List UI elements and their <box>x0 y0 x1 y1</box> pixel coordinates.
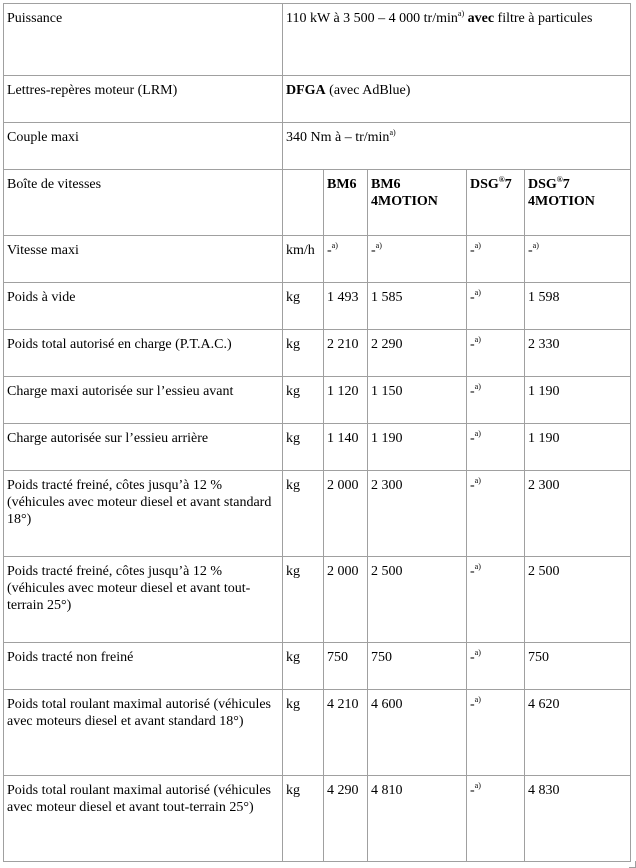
row-unit: kg <box>283 471 324 557</box>
row-label: Poids total roulant maximal autorisé (véhicules avec moteur diesel et avant tout-terrain 25°) <box>4 776 283 862</box>
couple-value: 340 Nm à – $tr/\min^{a)}$ <box>283 123 631 170</box>
value-bm6-4motion: 4 600 <box>368 690 467 776</box>
value-dsg7: -$^{a)}$ <box>467 690 525 776</box>
row-label: Charge autorisée sur l’essieu arrière <box>4 424 283 471</box>
couple-label: Couple maxi <box>4 123 283 170</box>
value-dsg7: -$^{a)}$ <box>467 283 525 330</box>
value-dsg7: -$^{a)}$ <box>467 424 525 471</box>
spec-row <box>4 236 631 283</box>
value-bm6: 1 493 <box>324 283 368 330</box>
spec-table <box>3 3 631 862</box>
spec-row <box>4 557 631 643</box>
value-dsg7: -$^{a)}$ <box>467 330 525 377</box>
value-bm6: 750 <box>324 643 368 690</box>
row-label: Poids total roulant maximal autorisé (véhicules avec moteurs diesel et avant standard 18°) <box>4 690 283 776</box>
row-label: Poids tracté freiné, côtes jusqu’à 12 % (véhicules avec moteur diesel et avant tout-terrain 25°) <box>4 557 283 643</box>
row-puissance <box>4 4 631 76</box>
value-bm6: 1 120 <box>324 377 368 424</box>
value-dsg7: -$^{a)}$ <box>467 236 525 283</box>
lrm-label: Lettres-repères moteur (LRM) <box>4 76 283 123</box>
row-unit: kg <box>283 643 324 690</box>
value-dsg7: -$^{a)}$ <box>467 471 525 557</box>
row-label: Vitesse maxi <box>4 236 283 283</box>
gearbox-dsg7: DSG®7 <box>467 170 525 236</box>
value-dsg7: -$^{a)}$ <box>467 557 525 643</box>
row-unit: km/h <box>283 236 324 283</box>
value-bm6-4motion: 1 190 <box>368 424 467 471</box>
value-bm6: 2 210 <box>324 330 368 377</box>
gearbox-dsg7-4motion: DSG®7 4MOTION <box>525 170 631 236</box>
value-bm6: -$^{a)}$ <box>324 236 368 283</box>
puissance-label: Puissance <box>4 4 283 76</box>
row-unit: kg <box>283 557 324 643</box>
row-unit: kg <box>283 776 324 862</box>
row-couple <box>4 123 631 170</box>
row-label: Poids tracté freiné, côtes jusqu’à 12 % (véhicules avec moteur diesel et avant standard 18°) <box>4 471 283 557</box>
spec-row <box>4 330 631 377</box>
lrm-value: DFGA (avec AdBlue) <box>283 76 631 123</box>
gearbox-label: Boîte de vitesses <box>4 170 283 236</box>
row-label: Poids à vide <box>4 283 283 330</box>
value-dsg7-4motion: 750 <box>525 643 631 690</box>
value-bm6-4motion: 2 500 <box>368 557 467 643</box>
gearbox-unit-empty <box>283 170 324 236</box>
row-label: Charge maxi autorisée sur l’essieu avant <box>4 377 283 424</box>
row-unit: kg <box>283 377 324 424</box>
row-unit: kg <box>283 330 324 377</box>
gearbox-bm6-4motion: BM6 4MOTION <box>368 170 467 236</box>
value-dsg7-4motion: 4 620 <box>525 690 631 776</box>
value-bm6: 2 000 <box>324 471 368 557</box>
spec-row <box>4 776 631 862</box>
value-bm6: 1 140 <box>324 424 368 471</box>
spec-row <box>4 690 631 776</box>
value-bm6-4motion: 2 290 <box>368 330 467 377</box>
row-label: Poids total autorisé en charge (P.T.A.C.) <box>4 330 283 377</box>
value-dsg7-4motion: -$^{a)}$ <box>525 236 631 283</box>
value-bm6-4motion: 1 150 <box>368 377 467 424</box>
row-gearbox <box>4 170 631 236</box>
value-dsg7: -$^{a)}$ <box>467 776 525 862</box>
value-bm6-4motion: 750 <box>368 643 467 690</box>
value-bm6: 4 290 <box>324 776 368 862</box>
value-bm6-4motion: -$^{a)}$ <box>368 236 467 283</box>
value-bm6-4motion: 4 810 <box>368 776 467 862</box>
value-dsg7-4motion: 1 598 <box>525 283 631 330</box>
value-bm6: 2 000 <box>324 557 368 643</box>
value-dsg7: -$^{a)}$ <box>467 377 525 424</box>
spec-row <box>4 471 631 557</box>
value-bm6: 4 210 <box>324 690 368 776</box>
value-dsg7-4motion: 2 300 <box>525 471 631 557</box>
value-dsg7-4motion: 2 330 <box>525 330 631 377</box>
row-unit: kg <box>283 690 324 776</box>
value-dsg7-4motion: 1 190 <box>525 377 631 424</box>
spec-row <box>4 424 631 471</box>
spec-row <box>4 377 631 424</box>
row-label: Poids tracté non freiné <box>4 643 283 690</box>
value-dsg7-4motion: 1 190 <box>525 424 631 471</box>
value-bm6-4motion: 2 300 <box>368 471 467 557</box>
value-dsg7-4motion: 4 830 <box>525 776 631 862</box>
value-bm6-4motion: 1 585 <box>368 283 467 330</box>
value-dsg7-4motion: 2 500 <box>525 557 631 643</box>
spec-row <box>4 643 631 690</box>
row-unit: kg <box>283 283 324 330</box>
value-dsg7: -$^{a)}$ <box>467 643 525 690</box>
row-unit: kg <box>283 424 324 471</box>
gearbox-bm6: BM6 <box>324 170 368 236</box>
page-corner-mark <box>629 861 636 868</box>
row-lrm <box>4 76 631 123</box>
spec-row <box>4 283 631 330</box>
puissance-value: 110 kW à 3 500 – 4 000 $tr/\min^{a)}$ avec filtre à particules <box>283 4 631 76</box>
